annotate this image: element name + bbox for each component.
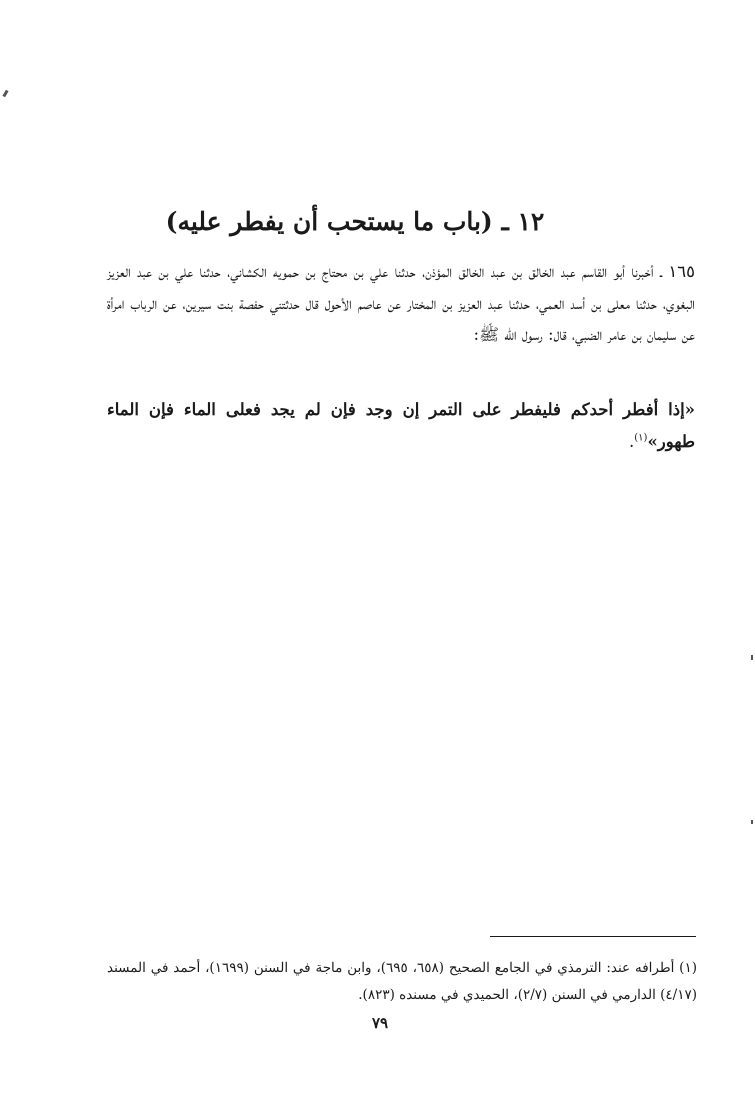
hadith-isnad: ١٦٥ ـ أخبرنا أبو القاسم عبد الخالق بن عبد الخالق المؤذن، حدثنا علي بن محتاج بن حمويه الكشاني، حدثنا علي بن عبد العزيز البغوي، حدثنا معلى بن أسد العمي، حدثنا عبد العزيز بن المختار عن عاصم الأحول قال حدثتني حفصة بنت سيرين، عن الرباب امرأة عن سليمان بن عامر الضبي، قال: رسول الله ﷺ:	[107, 262, 695, 344]
footnote-reference: (١)	[634, 432, 648, 443]
footnote-divider	[490, 936, 696, 937]
scan-speck	[751, 820, 753, 824]
chapter-title: ١٢ ـ (باب ما يستحب أن يفطر عليه)	[165, 207, 545, 236]
hadith-end-mark: .	[629, 431, 635, 451]
scan-speck	[2, 90, 8, 98]
hadith-matn	[107, 394, 695, 457]
scan-speck	[751, 655, 753, 660]
footnote: (١) أطرافه عند: الترمذي في الجامع الصحيح (٦٥٨، ٦٩٥)، وابن ماجة في السنن (١٦٩٩)، أحمد في المسند (٤/١٧) الدارمي في السنن (٢/٧)، الحميدي في مسنده (٨٢٣).	[107, 960, 697, 1003]
page-number: ٧٩	[371, 1014, 389, 1032]
hadith-matn-text: «إذا أفطر أحدكم فليفطر على التمر إن وجد فإن لم يجد فعلى الماء فإن الماء طهور»	[107, 400, 695, 451]
